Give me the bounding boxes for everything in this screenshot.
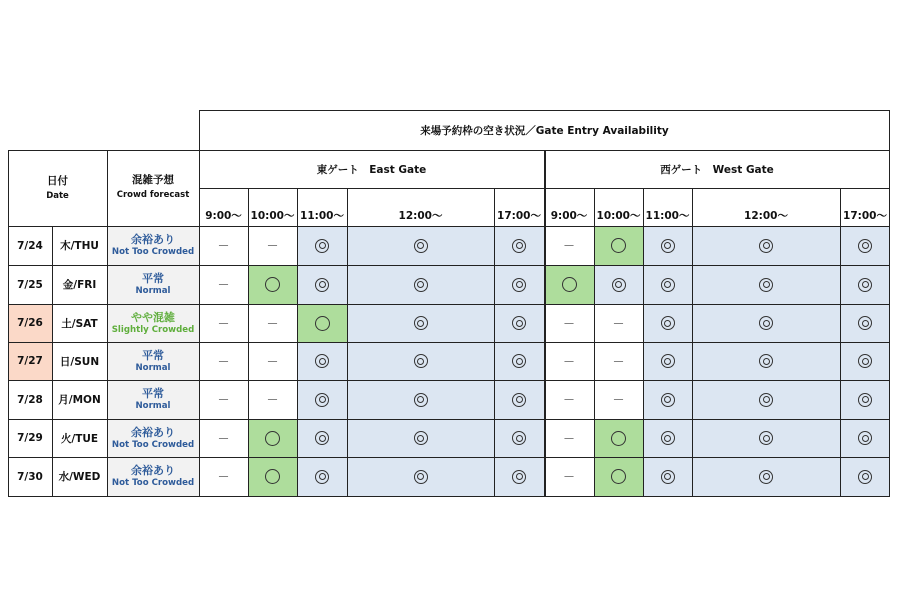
double-circle-inner	[417, 435, 424, 442]
crowd-forecast-jp: 余裕あり	[131, 233, 175, 247]
grid-line	[8, 496, 890, 497]
double-circle-inner	[319, 396, 326, 403]
plenty-available-double-circle-icon	[661, 393, 675, 407]
west-slot-cell	[840, 226, 890, 265]
west-slot-cell	[692, 380, 840, 419]
double-circle-inner	[862, 435, 869, 442]
plenty-available-double-circle-icon	[512, 393, 526, 407]
double-circle-inner	[862, 473, 869, 480]
unavailable-dash: －	[612, 393, 625, 407]
date-cell: 7/29	[17, 432, 43, 444]
double-circle-inner	[763, 358, 770, 365]
grid-line	[643, 188, 644, 496]
crowd-header	[107, 150, 199, 226]
unavailable-dash: －	[612, 354, 625, 369]
east-slot-cell	[199, 419, 248, 457]
west-slot-cell	[840, 265, 890, 304]
west-slot-cell	[643, 342, 692, 380]
crowd-forecast-en: Normal	[135, 401, 171, 411]
west-slot-cell	[692, 419, 840, 457]
unavailable-dash: －	[266, 393, 279, 407]
unavailable-dash: －	[217, 470, 230, 484]
unavailable-dash: －	[612, 316, 625, 331]
east-slot-cell	[297, 380, 347, 419]
weekday-cell: 火/TUE	[60, 432, 99, 445]
double-circle-inner	[763, 320, 770, 327]
west-slot-cell	[544, 304, 594, 342]
available-circle-icon	[562, 277, 577, 292]
crowd-forecast-en: Not Too Crowded	[111, 247, 195, 257]
weekday-cell: 土/SAT	[61, 317, 98, 330]
unavailable-dash: －	[562, 316, 575, 331]
west-slot-cell	[544, 226, 594, 265]
plenty-available-double-circle-icon	[512, 239, 526, 253]
double-circle-inner	[664, 358, 671, 365]
east-slot-cell	[297, 226, 347, 265]
available-circle-icon	[611, 469, 626, 484]
grid-line	[8, 150, 890, 151]
available-circle-icon	[265, 277, 280, 292]
unavailable-dash: －	[217, 239, 230, 253]
plenty-available-double-circle-icon	[414, 393, 428, 407]
east-slot-cell	[347, 304, 494, 342]
grid-line	[199, 110, 890, 111]
crowd-forecast-cell	[107, 226, 199, 265]
east-slot-cell	[199, 457, 248, 496]
east-slot-cell	[347, 457, 494, 496]
time-header-east-0: 9:00～	[205, 210, 242, 222]
grid-line	[248, 188, 249, 496]
plenty-available-double-circle-icon	[661, 431, 675, 445]
double-circle-inner	[862, 358, 869, 365]
double-circle-inner	[862, 396, 869, 403]
east-slot-cell	[494, 226, 544, 265]
grid-line	[889, 110, 890, 496]
west-slot-cell	[840, 342, 890, 380]
unavailable-dash: －	[562, 354, 575, 369]
date-header-jp: 日付	[47, 174, 68, 187]
plenty-available-double-circle-icon	[315, 278, 329, 292]
double-circle-inner	[516, 281, 523, 288]
plenty-available-double-circle-icon	[315, 354, 329, 368]
plenty-available-double-circle-icon	[759, 431, 773, 445]
east-slot-cell	[347, 226, 494, 265]
crowd-forecast-en: Normal	[135, 362, 171, 373]
east-slot-cell	[248, 419, 297, 457]
grid-line	[594, 188, 595, 496]
plenty-available-double-circle-icon	[315, 393, 329, 407]
weekday-cell: 水/WED	[58, 471, 101, 483]
double-circle-inner	[516, 435, 523, 442]
crowd-forecast-cell	[107, 419, 199, 457]
crowd-forecast-jp: 平常	[142, 272, 164, 286]
crowd-forecast-cell	[107, 265, 199, 304]
double-circle-inner	[319, 435, 326, 442]
crowd-forecast-en: Not Too Crowded	[111, 439, 195, 450]
east-slot-cell	[347, 265, 494, 304]
west-slot-cell	[544, 265, 594, 304]
east-slot-cell	[248, 380, 297, 419]
double-circle-inner	[763, 435, 770, 442]
plenty-available-double-circle-icon	[858, 393, 872, 407]
double-circle-inner	[862, 281, 869, 288]
plenty-available-double-circle-icon	[858, 431, 872, 445]
east-slot-cell	[248, 265, 297, 304]
plenty-available-double-circle-icon	[414, 431, 428, 445]
plenty-available-double-circle-icon	[414, 278, 428, 292]
plenty-available-double-circle-icon	[661, 316, 675, 330]
grid-line	[692, 188, 693, 496]
unavailable-dash: －	[217, 354, 230, 369]
grid-line	[347, 188, 348, 496]
double-circle-inner	[615, 281, 622, 288]
unavailable-dash: －	[217, 431, 230, 446]
date-header	[8, 150, 107, 226]
unavailable-dash: －	[562, 239, 575, 253]
date-cell: 7/26	[8, 304, 52, 342]
time-header-west-1: 10:00～	[596, 210, 641, 222]
plenty-available-double-circle-icon	[414, 470, 428, 484]
west-slot-cell	[544, 342, 594, 380]
west-slot-cell	[643, 419, 692, 457]
west-slot-cell	[594, 380, 643, 419]
weekday-cell: 月/MON	[58, 394, 101, 406]
east-slot-cell	[494, 457, 544, 496]
date-cell: 7/28	[17, 393, 43, 406]
east-slot-cell	[494, 304, 544, 342]
west-slot-cell	[643, 226, 692, 265]
plenty-available-double-circle-icon	[315, 470, 329, 484]
west-slot-cell	[544, 457, 594, 496]
west-slot-cell	[544, 380, 594, 419]
plenty-available-double-circle-icon	[858, 470, 872, 484]
grid-line	[8, 265, 890, 266]
grid-line	[8, 226, 890, 227]
west-slot-cell	[692, 226, 840, 265]
east-slot-cell	[248, 342, 297, 380]
east-slot-cell	[297, 304, 347, 342]
double-circle-inner	[516, 358, 523, 365]
east-slot-cell	[297, 457, 347, 496]
time-header-west-3: 12:00～	[744, 210, 788, 222]
west-slot-cell	[692, 304, 840, 342]
double-circle-inner	[319, 473, 326, 480]
west-slot-cell	[692, 342, 840, 380]
unavailable-dash: －	[562, 431, 575, 446]
plenty-available-double-circle-icon	[759, 316, 773, 330]
west-slot-cell	[692, 265, 840, 304]
grid-line	[494, 188, 495, 496]
double-circle-inner	[516, 242, 523, 249]
plenty-available-double-circle-icon	[414, 316, 428, 330]
time-header-west-4: 17:00～	[843, 210, 887, 222]
plenty-available-double-circle-icon	[661, 239, 675, 253]
double-circle-inner	[763, 473, 770, 480]
weekday-cell: 日/SUN	[59, 355, 100, 368]
east-slot-cell	[347, 380, 494, 419]
double-circle-inner	[763, 396, 770, 403]
grid-line	[199, 110, 200, 496]
available-circle-icon	[611, 238, 626, 253]
east-slot-cell	[494, 419, 544, 457]
double-circle-inner	[417, 358, 424, 365]
grid-line	[8, 419, 890, 420]
double-circle-inner	[862, 320, 869, 327]
crowd-forecast-jp: やや混雑	[131, 310, 175, 324]
west-slot-cell	[594, 226, 643, 265]
unavailable-dash: －	[266, 239, 279, 253]
east-slot-cell	[248, 457, 297, 496]
crowd-forecast-jp: 余裕あり	[131, 464, 175, 478]
plenty-available-double-circle-icon	[759, 393, 773, 407]
plenty-available-double-circle-icon	[759, 470, 773, 484]
west-slot-cell	[840, 419, 890, 457]
east-gate-header: 東ゲート East Gate	[316, 163, 427, 176]
date-cell: 7/24	[17, 239, 43, 252]
crowd-forecast-jp: 平常	[142, 348, 164, 362]
grid-line	[8, 457, 890, 458]
double-circle-inner	[516, 320, 523, 327]
double-circle-inner	[664, 281, 671, 288]
east-slot-cell	[199, 226, 248, 265]
west-slot-cell	[544, 419, 594, 457]
plenty-available-double-circle-icon	[858, 354, 872, 368]
plenty-available-double-circle-icon	[661, 470, 675, 484]
double-circle-inner	[664, 396, 671, 403]
west-slot-cell	[594, 265, 643, 304]
double-circle-inner	[516, 473, 523, 480]
plenty-available-double-circle-icon	[512, 316, 526, 330]
plenty-available-double-circle-icon	[414, 354, 428, 368]
crowd-header-jp: 混雑予想	[132, 174, 174, 186]
east-slot-cell	[199, 304, 248, 342]
unavailable-dash: －	[562, 470, 575, 484]
east-slot-cell	[494, 265, 544, 304]
east-slot-cell	[199, 342, 248, 380]
plenty-available-double-circle-icon	[512, 354, 526, 368]
west-slot-cell	[643, 457, 692, 496]
grid-line	[8, 342, 890, 343]
time-header-east-3: 12:00～	[398, 210, 443, 222]
east-slot-cell	[494, 380, 544, 419]
plenty-available-double-circle-icon	[315, 431, 329, 445]
crowd-forecast-en: Slightly Crowded	[111, 324, 195, 335]
time-header-west-0: 9:00～	[550, 210, 588, 222]
date-header-en: Date	[46, 190, 69, 201]
west-slot-cell	[643, 304, 692, 342]
crowd-forecast-jp: 余裕あり	[131, 425, 175, 439]
double-circle-inner	[417, 473, 424, 480]
plenty-available-double-circle-icon	[512, 470, 526, 484]
double-circle-inner	[516, 396, 523, 403]
available-circle-icon	[265, 469, 280, 484]
double-circle-inner	[763, 242, 770, 249]
gate-divider-line	[544, 150, 546, 496]
grid-line	[8, 380, 890, 381]
double-circle-inner	[319, 358, 326, 365]
crowd-forecast-jp: 平常	[142, 387, 164, 401]
double-circle-inner	[664, 435, 671, 442]
double-circle-inner	[417, 320, 424, 327]
weekday-cell: 金/FRI	[62, 279, 97, 291]
crowd-forecast-en: Not Too Crowded	[111, 478, 195, 488]
crowd-forecast-cell	[107, 380, 199, 419]
east-slot-cell	[347, 342, 494, 380]
west-slot-cell	[840, 457, 890, 496]
unavailable-dash: －	[217, 278, 230, 292]
plenty-available-double-circle-icon	[759, 239, 773, 253]
west-slot-cell	[594, 457, 643, 496]
unavailable-dash: －	[266, 354, 279, 369]
date-cell: 7/27	[8, 342, 52, 380]
unavailable-dash: －	[217, 316, 230, 331]
plenty-available-double-circle-icon	[858, 239, 872, 253]
plenty-available-double-circle-icon	[512, 431, 526, 445]
double-circle-inner	[417, 396, 424, 403]
west-slot-cell	[840, 304, 890, 342]
east-slot-cell	[297, 419, 347, 457]
time-header-east-4: 17:00～	[497, 210, 541, 222]
plenty-available-double-circle-icon	[661, 354, 675, 368]
east-slot-cell	[494, 342, 544, 380]
table-title: 来場予約枠の空き状況／Gate Entry Availability	[420, 124, 669, 137]
crowd-forecast-cell	[107, 342, 199, 380]
available-circle-icon	[265, 431, 280, 446]
grid-line	[107, 150, 108, 496]
double-circle-inner	[319, 281, 326, 288]
weekday-cell: 木/THU	[60, 240, 99, 252]
east-slot-cell	[248, 226, 297, 265]
plenty-available-double-circle-icon	[858, 278, 872, 292]
east-slot-cell	[248, 304, 297, 342]
plenty-available-double-circle-icon	[759, 354, 773, 368]
plenty-available-double-circle-icon	[414, 239, 428, 253]
availability-table	[8, 110, 890, 496]
unavailable-dash: －	[217, 393, 230, 407]
west-slot-cell	[643, 265, 692, 304]
double-circle-inner	[862, 242, 869, 249]
crowd-forecast-cell	[107, 457, 199, 496]
plenty-available-double-circle-icon	[315, 239, 329, 253]
grid-line	[8, 150, 9, 496]
time-header-west-2: 11:00～	[645, 210, 690, 222]
crowd-forecast-en: Normal	[135, 286, 171, 296]
west-slot-cell	[594, 419, 643, 457]
east-slot-cell	[199, 380, 248, 419]
unavailable-dash: －	[562, 393, 575, 407]
plenty-available-double-circle-icon	[759, 278, 773, 292]
plenty-available-double-circle-icon	[661, 278, 675, 292]
east-slot-cell	[297, 265, 347, 304]
crowd-header-en: Crowd forecast	[116, 189, 190, 200]
date-cell: 7/25	[17, 278, 43, 291]
east-slot-cell	[297, 342, 347, 380]
available-circle-icon	[611, 431, 626, 446]
grid-line	[297, 188, 298, 496]
double-circle-inner	[763, 281, 770, 288]
west-slot-cell	[594, 342, 643, 380]
grid-line	[8, 304, 890, 305]
plenty-available-double-circle-icon	[858, 316, 872, 330]
east-slot-cell	[347, 419, 494, 457]
double-circle-inner	[417, 242, 424, 249]
double-circle-inner	[664, 242, 671, 249]
west-slot-cell	[840, 380, 890, 419]
time-header-east-1: 10:00～	[250, 210, 295, 222]
date-cell: 7/30	[17, 470, 43, 483]
west-slot-cell	[594, 304, 643, 342]
west-slot-cell	[692, 457, 840, 496]
plenty-available-double-circle-icon	[512, 278, 526, 292]
grid-line	[52, 226, 53, 496]
double-circle-inner	[319, 242, 326, 249]
east-slot-cell	[199, 265, 248, 304]
west-gate-header: 西ゲート West Gate	[660, 163, 774, 176]
crowd-forecast-cell	[107, 304, 199, 342]
unavailable-dash: －	[266, 316, 279, 331]
grid-line	[840, 188, 841, 496]
west-slot-cell	[643, 380, 692, 419]
double-circle-inner	[664, 473, 671, 480]
available-circle-icon	[315, 316, 330, 331]
time-header-east-2: 11:00～	[300, 210, 344, 222]
double-circle-inner	[664, 320, 671, 327]
double-circle-inner	[417, 281, 424, 288]
plenty-available-double-circle-icon	[612, 278, 626, 292]
